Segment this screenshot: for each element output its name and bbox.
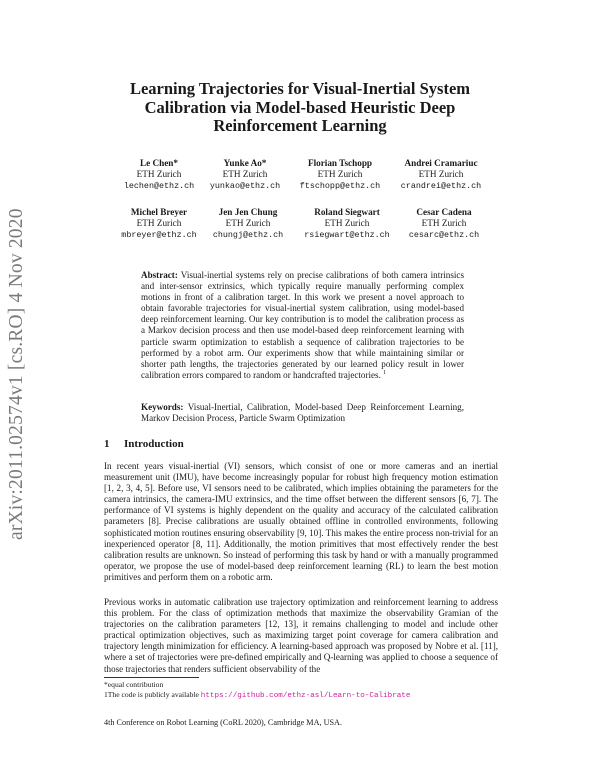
author-name: Roland Siegwart xyxy=(314,207,380,217)
author-affiliation: ETH Zurich xyxy=(136,218,182,229)
author-name: Yunke Ao* xyxy=(223,158,267,168)
abstract-label: Abstract: xyxy=(141,270,178,280)
author-affiliation: ETH Zurich xyxy=(324,218,370,229)
venue-line: 4th Conference on Robot Learning (CoRL 2020), Cambridge MA, USA. xyxy=(104,718,343,727)
author-name: Florian Tschopp xyxy=(307,158,373,168)
author-affiliation: ETH Zurich xyxy=(421,218,467,229)
keywords-text: Visual-Inertial, Calibration, Model-based Deep Reinforcement Learning, Markov Decision Process, Particle Swarm Optimization xyxy=(141,402,465,424)
author-block xyxy=(381,158,501,192)
author-affiliation: ETH Zurich xyxy=(136,169,182,180)
keywords-label: Keywords: xyxy=(141,402,184,412)
author-email[interactable]: ftschopp@ethz.ch xyxy=(299,180,381,191)
intro-paragraph-2: Previous works in automatic calibration use trajectory optimization and reinforcement learning to address this problem. For the class of optimization methods that maximize the observability Gramian of the trajectories on the calibration parameters [12, 13], it remains challenging to model and include other practical optimization objectives, such as maximizing target point coverage for camera calibration and trajectory length minimization for efficiency. A learning-based approach was proposed by Nobre et al. [11], where a set of trajectories were pre-defined empirically and Q-learning was applied to choose a sequence of those trajectories that renders sufficient observability of the xyxy=(104,597,498,674)
author-name: Cesar Cadena xyxy=(416,207,472,217)
author-name: Andrei Cramariuc xyxy=(404,158,478,168)
author-email[interactable]: yunkao@ethz.ch xyxy=(209,180,281,191)
author-name: Le Chen* xyxy=(139,158,179,168)
author-email[interactable]: cesarc@ethz.ch xyxy=(408,229,480,240)
author-name: Jen Jen Chung xyxy=(218,207,278,217)
section-number: 1 xyxy=(104,438,110,450)
abstract xyxy=(141,270,464,381)
intro-paragraph-1: In recent years visual-inertial (VI) sensors, which consist of one or more cameras and an inertial measurement unit (IMU), have become increasingly popular for robust high frequency motion estimation [1, 2, 3, 4, 5]. Before use, VI sensors need to be calibrated, which implies obtaining the parameters for the camera intrinsics, the camera-IMU extrinsics, and the time offset between the different sensors [6, 7]. The performance of VI systems is highly dependent on the quality and accuracy of the calculated calibration parameters [8]. Precise calibrations are usually obtained offline in controlled environments, following sophisticated motion routines ensuring observability [9, 10]. This makes the entire process non-trivial for an inexperienced operator [8, 11]. Additionally, the motion primitives that most effectively render the best calibration results are unknown. So instead of performing this task by hand or with a manually programmed operator, we propose the use of model-based deep reinforcement learning (RL) to learn the best motion primitives and perform them on a robotic arm. xyxy=(104,461,498,582)
author-email[interactable]: rsiegwart@ethz.ch xyxy=(304,229,390,240)
footnote-divider xyxy=(104,677,199,678)
footnote-code xyxy=(104,690,498,702)
abstract-text: Visual-inertial systems rely on precise calibrations of both camera intrinsics and inter-sensor extrinsics, which typically require manually performing complex motions in front of a calibration target. In this work we present a novel approach to obtain favorable trajectories for visual-inertial system calibration, using model-based deep reinforcement learning. Our key contribution is to model the calibration process as a Markov decision process and then use model-based deep reinforcement learning with particle swarm optimization to establish a sequence of calibration trajectories to be performed by a robot arm. Our experiments show that while maintaining similar or shorter path lengths, the trajectories generated by our learned policy result in lower calibration errors compared to random or handcrafted trajectories. xyxy=(141,270,464,380)
author-affiliation: ETH Zurich xyxy=(225,218,271,229)
author-block xyxy=(384,207,504,241)
author-email[interactable]: crandrei@ethz.ch xyxy=(400,180,482,191)
author-name: Michel Breyer xyxy=(130,207,188,217)
footnote-code-prefix: 1The code is publicly available xyxy=(104,690,199,699)
author-email[interactable]: chungj@ethz.ch xyxy=(212,229,284,240)
paper-title: Learning Trajectories for Visual-Inertial System Calibration via Model-based Heuristic Deep Reinforcement Learning xyxy=(129,79,471,135)
author-affiliation: ETH Zurich xyxy=(317,169,363,180)
section-heading xyxy=(104,438,184,450)
author-email[interactable]: lechen@ethz.ch xyxy=(123,180,195,191)
section-title: Introduction xyxy=(124,438,184,450)
code-url-link[interactable]: https://github.com/ethz-asl/Learn-to-Calibrate xyxy=(200,692,411,700)
footnote-mark[interactable]: 1 xyxy=(383,369,387,376)
author-email[interactable]: mbreyer@ethz.ch xyxy=(121,229,197,240)
keywords xyxy=(141,402,464,424)
arxiv-stamp: arXiv:2011.02574v1 [cs.RO] 4 Nov 2020 xyxy=(6,208,27,540)
author-affiliation: ETH Zurich xyxy=(418,169,464,180)
author-affiliation: ETH Zurich xyxy=(222,169,268,180)
footnote-equal: *equal contribution xyxy=(104,680,164,689)
